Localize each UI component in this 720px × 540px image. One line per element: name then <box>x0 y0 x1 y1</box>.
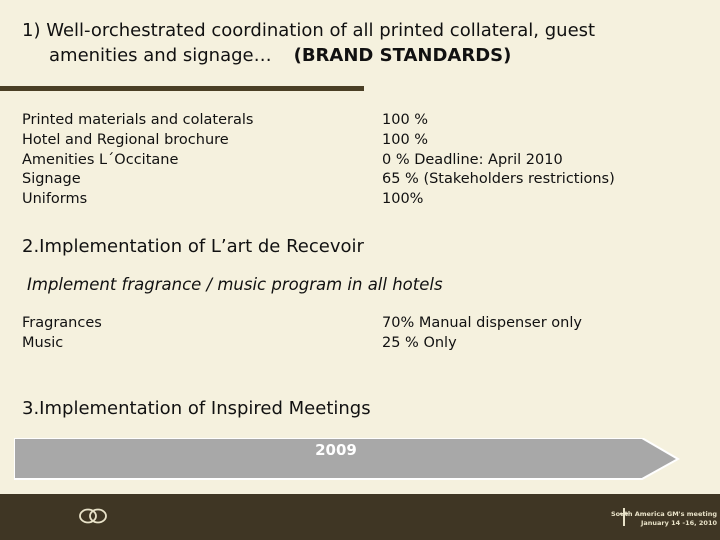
footer-dates: January 14 -16, 2010 <box>640 519 717 527</box>
item-value: 65 % (Stakeholders restrictions) <box>382 171 615 188</box>
item-label: Signage <box>22 171 81 188</box>
list-item <box>22 131 712 151</box>
list-item <box>22 170 712 190</box>
item-label: Amenities L´Occitane <box>22 151 179 168</box>
item-label: Music <box>22 334 64 351</box>
section-2-subtitle: Implement fragrance / music program in all hotels <box>27 275 443 294</box>
brand-logo-icon <box>78 507 108 525</box>
item-value: 100 % <box>382 131 429 148</box>
item-label: Fragrances <box>22 315 102 331</box>
item-value: 100 % <box>382 112 429 128</box>
heading-divider <box>0 86 364 91</box>
item-label: Hotel and Regional brochure <box>22 131 229 148</box>
item-value: 70% Manual dispenser only <box>382 315 582 331</box>
item-value: 0 % Deadline: April 2010 <box>382 151 563 168</box>
timeline-year: 2009 <box>315 441 357 459</box>
section-2-title: 2.Implementation of L’art de Recevoir <box>22 236 364 257</box>
section-2-list <box>22 314 712 354</box>
brand-standards-list <box>22 111 712 210</box>
list-item <box>22 314 712 334</box>
heading-emphasis: (BRAND STANDARDS) <box>293 45 512 66</box>
footer-caption <box>611 510 717 528</box>
slide-heading <box>22 18 702 68</box>
list-item <box>22 111 712 131</box>
footer-event: South America GM's meeting <box>610 510 717 518</box>
item-value: 100% <box>382 191 424 208</box>
item-label: Printed materials and colaterals <box>22 112 254 128</box>
section-3-title: 3.Implementation of Inspired Meetings <box>22 398 371 419</box>
list-item <box>22 190 712 210</box>
list-item <box>22 334 712 354</box>
list-item <box>22 151 712 171</box>
heading-line-1: 1) Well-orchestrated coordination of all printed collateral, guest <box>22 20 596 41</box>
item-value: 25 % Only <box>382 334 457 351</box>
item-label: Uniforms <box>22 191 88 208</box>
heading-line-2: amenities and signage… <box>49 45 272 66</box>
